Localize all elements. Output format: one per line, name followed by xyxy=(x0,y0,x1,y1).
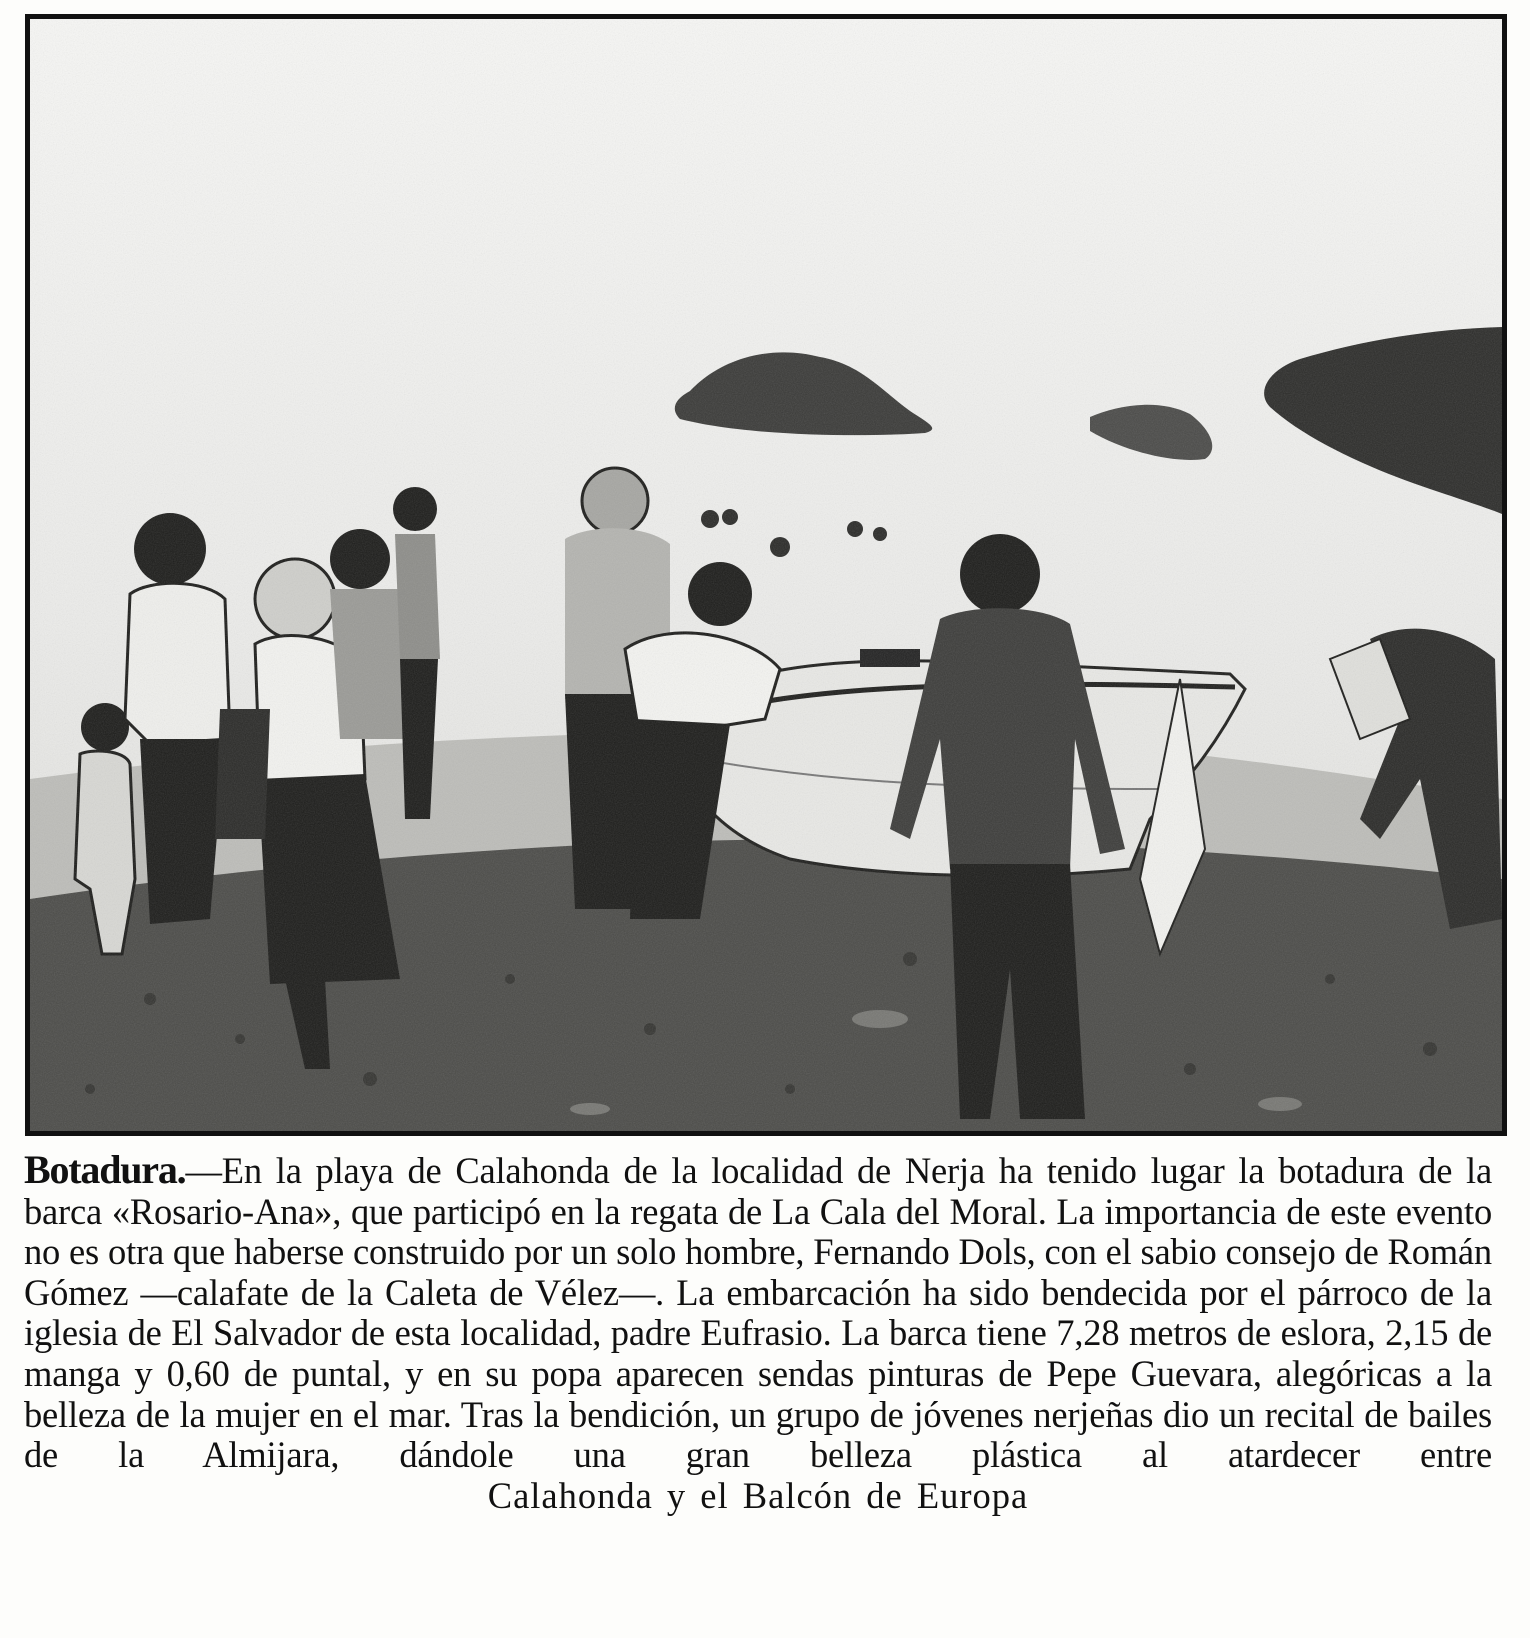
news-photo xyxy=(25,14,1507,1136)
caption-last-line: Calahonda y el Balcón de Europa xyxy=(487,1474,1029,1516)
caption-body: En la playa de Calahonda de la localidad de Nerja ha tenido lugar la botadura de la barca «Rosario-Ana», que participó en la regata de La Cala del Moral. La importancia de este evento no es otra que haberse construido por un solo hombre, Fernando Dols, con el sabio consejo de Román Gómez —calafate de la Caleta de Vélez—. La embarcación ha sido bendecida por el párroco de la iglesia de El Salvador de esta localidad, padre Eufrasio. La barca tiene 7,28 metros de eslora, 2,15 de manga y 0,60 de puntal, y en su popa aparecen sendas pinturas de Pepe Guevara, alegóricas a la belleza de la mujer en el mar. Tras la bendición, un grupo de jóvenes nerjeñas dio un recital de bailes de la Almijara, dándole una gran belleza plástica al atardecer entre xyxy=(24,1150,1492,1476)
photo-boat-launch-beach xyxy=(30,19,1502,1131)
photo-caption xyxy=(24,1147,1492,1516)
caption-lead: Botadura. xyxy=(24,1147,186,1192)
caption-dash: — xyxy=(185,1150,222,1191)
